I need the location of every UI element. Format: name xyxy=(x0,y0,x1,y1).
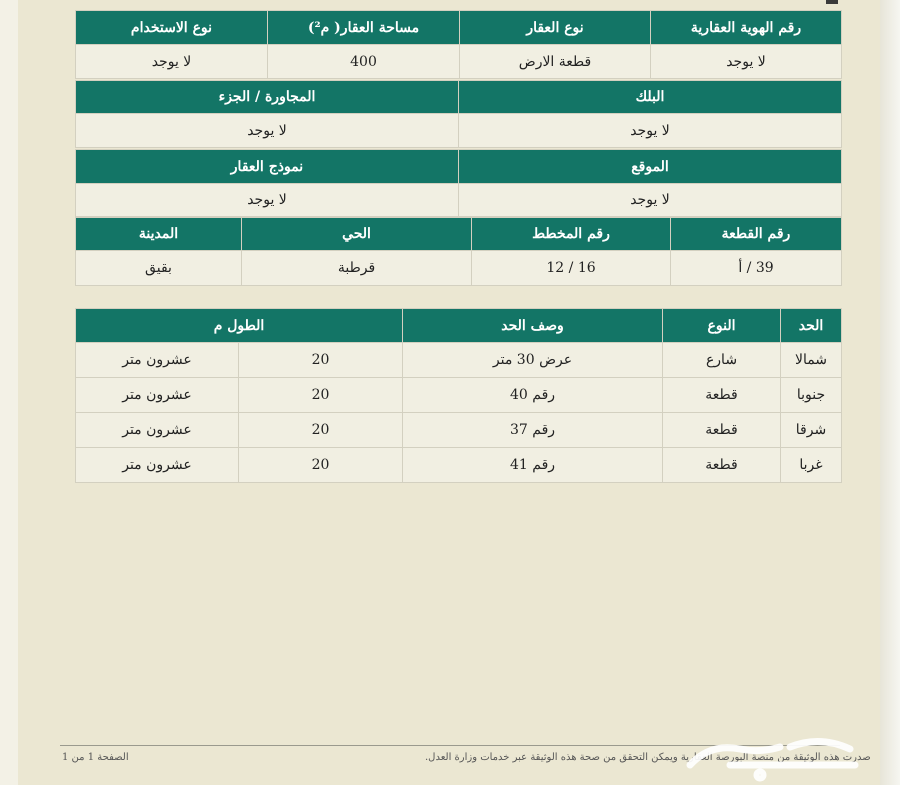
header-boundary-description: وصف الحد xyxy=(403,309,663,343)
boundary-length-words: عشرون متر xyxy=(76,413,239,448)
value-parcel-number: 39 / أ xyxy=(671,251,842,286)
boundary-description: رقم 37 xyxy=(403,413,663,448)
header-length: الطول م xyxy=(76,309,403,343)
value-property-id: لا يوجد xyxy=(651,45,842,79)
property-table xyxy=(75,10,842,79)
header-property-model: نموذج العقار xyxy=(76,150,459,184)
boundary-type: قطعة xyxy=(663,448,781,483)
value-property-model: لا يوجد xyxy=(76,184,459,217)
top-fragment xyxy=(826,0,838,4)
header-block: البلك xyxy=(459,81,842,114)
header-plan-number: رقم المخطط xyxy=(472,218,671,251)
boundary-direction: شمالا xyxy=(781,343,842,378)
value-property-type: قطعة الارض xyxy=(460,45,651,79)
boundary-type: شارع xyxy=(663,343,781,378)
footer-note: صدرت هذه الوثيقة من منصة البورصة العقارية ويمكن التحقق من صحة هذه الوثيقة عبر خدمات وزارة العدل. xyxy=(425,752,871,763)
boundary-length-words: عشرون متر xyxy=(76,343,239,378)
header-district: الحي xyxy=(242,218,472,251)
page-edge xyxy=(880,0,900,785)
boundary-length-number: 20 xyxy=(239,413,403,448)
header-property-id: رقم الهوية العقارية xyxy=(651,11,842,45)
boundary-length-words: عشرون متر xyxy=(76,378,239,413)
header-boundary: الحد xyxy=(781,309,842,343)
boundary-direction: شرقا xyxy=(781,413,842,448)
boundary-length-words: عشرون متر xyxy=(76,448,239,483)
header-city: المدينة xyxy=(76,218,242,251)
value-district: قرطبة xyxy=(242,251,472,286)
value-plan-number: 16 / 12 xyxy=(472,251,671,286)
boundary-description: رقم 40 xyxy=(403,378,663,413)
value-neighborhood-part: لا يوجد xyxy=(76,114,459,148)
watermark-logo xyxy=(670,725,870,785)
block-table xyxy=(75,80,842,148)
boundary-type: قطعة xyxy=(663,378,781,413)
boundary-type: قطعة xyxy=(663,413,781,448)
boundary-direction: جنوبا xyxy=(781,378,842,413)
parcel-table xyxy=(75,217,842,286)
boundary-length-number: 20 xyxy=(239,448,403,483)
header-neighborhood-part: المجاورة / الجزء xyxy=(76,81,459,114)
header-area: مساحة العقار( م²) xyxy=(268,11,460,45)
value-block: لا يوجد xyxy=(459,114,842,148)
boundary-length-number: 20 xyxy=(239,343,403,378)
header-usage-type: نوع الاستخدام xyxy=(76,11,268,45)
header-parcel-number: رقم القطعة xyxy=(671,218,842,251)
value-usage-type: لا يوجد xyxy=(76,45,268,79)
page-number: الصفحة 1 من 1 xyxy=(62,752,129,763)
boundary-direction: غربا xyxy=(781,448,842,483)
value-area: 400 xyxy=(268,45,460,79)
header-type: النوع xyxy=(663,309,781,343)
location-table xyxy=(75,149,842,217)
boundary-description: عرض 30 متر xyxy=(403,343,663,378)
value-location: لا يوجد xyxy=(459,184,842,217)
header-location: الموقع xyxy=(459,150,842,184)
boundaries-table xyxy=(75,308,842,483)
value-city: بقيق xyxy=(76,251,242,286)
boundary-length-number: 20 xyxy=(239,378,403,413)
header-property-type: نوع العقار xyxy=(460,11,651,45)
boundary-description: رقم 41 xyxy=(403,448,663,483)
